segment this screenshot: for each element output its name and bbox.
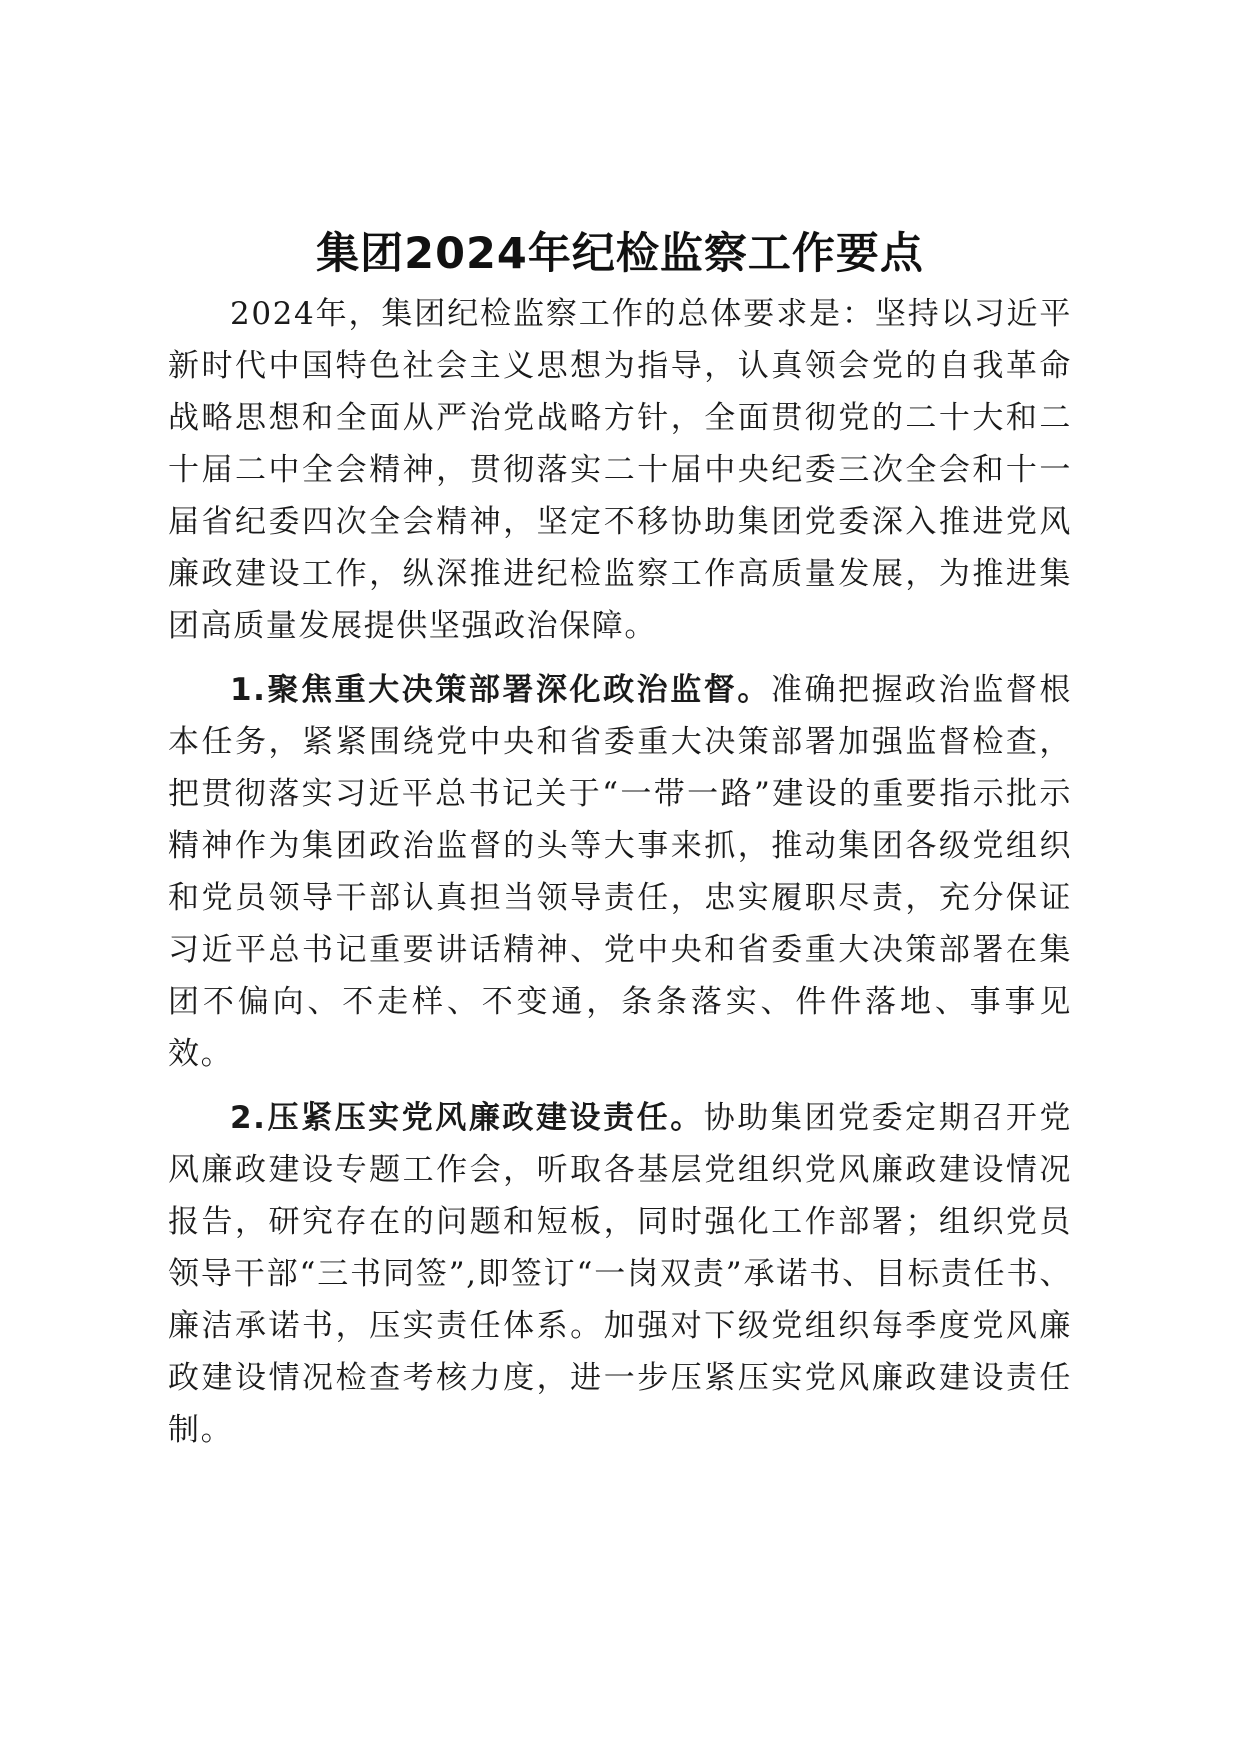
- document-title: 集团2024年纪检监察工作要点: [316, 229, 924, 279]
- section-1-paragraph: [168, 664, 1072, 1080]
- section-2-body: 协助集团党委定期召开党风廉政建设专题工作会，听取各基层党组织党风廉政建设情况报告，研究存在的问题和短板，同时强化工作部署；组织党员领导干部“三书同签”,即签订“一岗双责”承诺书、目标责任书、廉洁承诺书，压实责任体系。加强对下级党组织每季度党风廉政建设情况检查考核力度，进一步压紧压实党风廉政建设责任制。: [168, 1100, 1072, 1448]
- section-1-body: 准确把握政治监督根本任务，紧紧围绕党中央和省委重大决策部署加强监督检查，把贯彻落实习近平总书记关于“一带一路”建设的重要指示批示精神作为集团政治监督的头等大事来抓，推动集团各级党组织和党员领导干部认真担当领导责任，忠实履职尽责，充分保证习近平总书记重要讲话精神、党中央和省委重大决策部署在集团不偏向、不走样、不变通，条条落实、件件落地、事事见效。: [168, 672, 1073, 1072]
- section-2-paragraph: [168, 1092, 1072, 1456]
- section-1-heading: 1.聚焦重大决策部署深化政治监督。: [230, 672, 771, 708]
- document-body: [168, 288, 1072, 1456]
- intro-paragraph: 2024年，集团纪检监察工作的总体要求是：坚持以习近平新时代中国特色社会主义思想为指导，认真领会党的自我革命战略思想和全面从严治党战略方针，全面贯彻党的二十大和二十届二中全会精神，贯彻落实二十届中央纪委三次全会和十一届省纪委四次全会精神，坚定不移协助集团党委深入推进党风廉政建设工作，纵深推进纪检监察工作高质量发展，为推进集团高质量发展提供坚强政治保障。: [168, 296, 1072, 644]
- section-2-heading: 2.压紧压实党风廉政建设责任。: [230, 1100, 704, 1136]
